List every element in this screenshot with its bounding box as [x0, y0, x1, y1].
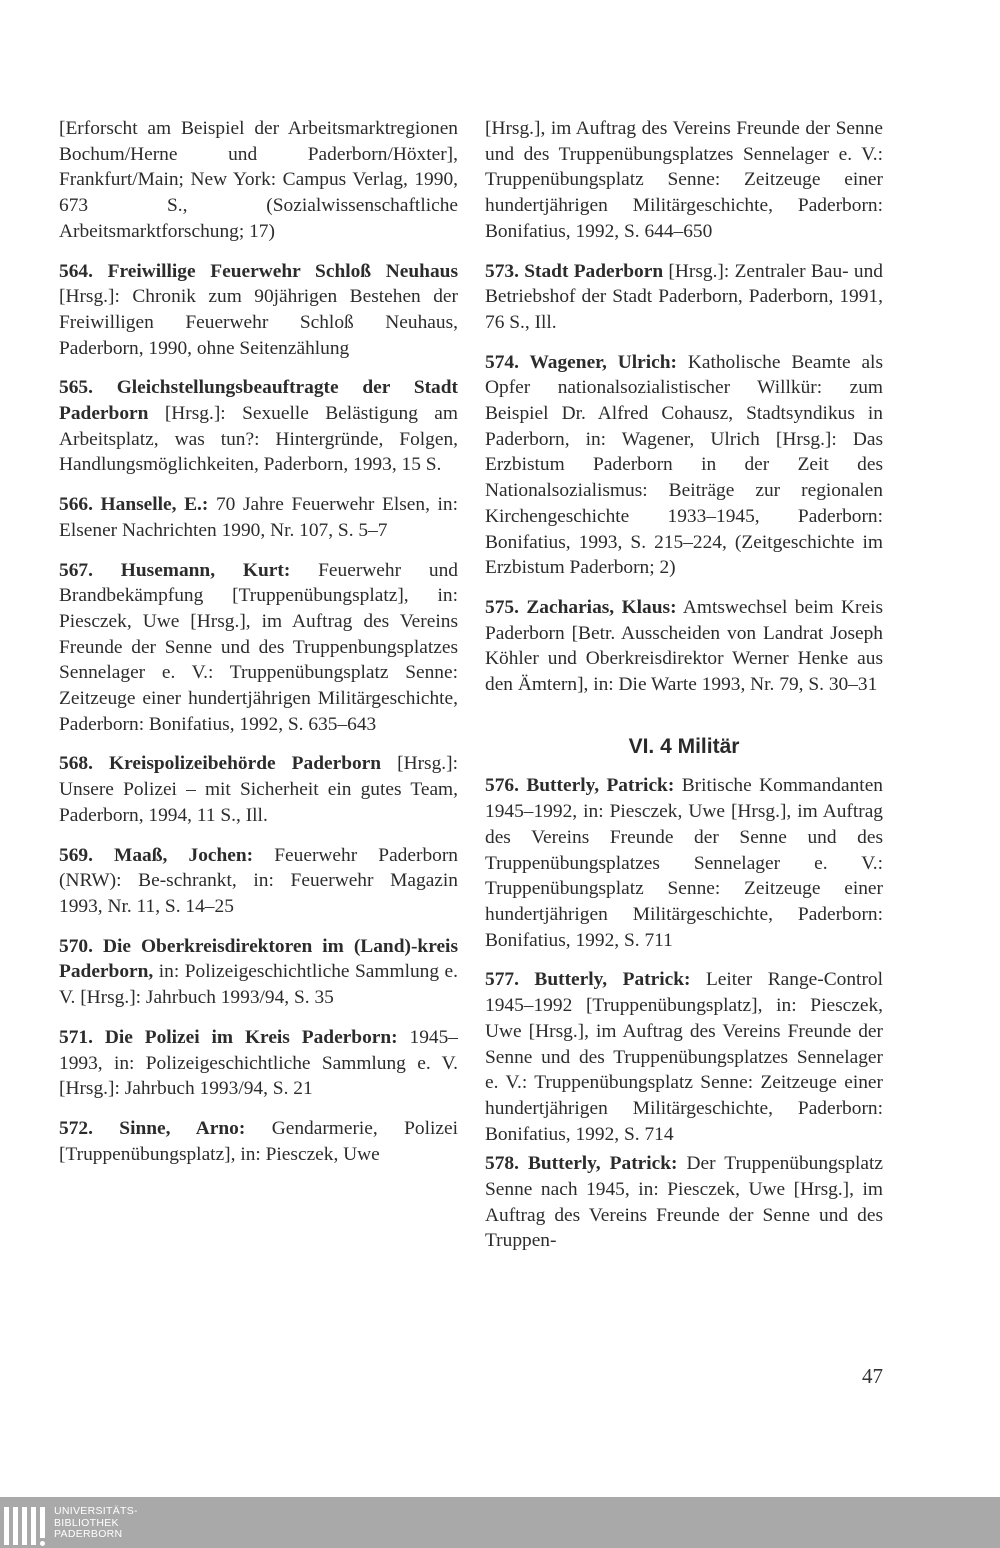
entry-heading: 567. Husemann, Kurt:: [59, 559, 291, 581]
bib-entry-566: [59, 492, 458, 543]
entry-text: [Hrsg.], im Auftrag des Vereins Freunde der Senne und des Truppenübungsplatzes Sennelager e. V.: Truppenübungsplatz Senne: Zeitzeuge einer hundertjährigen Militärgeschichte, Paderborn: Bonifatius, 1992, S. 644–650: [485, 118, 883, 242]
bib-entry-571: [59, 1025, 458, 1102]
bib-entry-continuation: [485, 116, 883, 245]
entry-text: [Hrsg.]: Chronik zum 90jährigen Bestehen der Freiwilligen Feuerwehr Schloß Neuhaus, Paderborn, 1990, ohne Seitenzählung: [59, 286, 458, 359]
bib-entry-567: [59, 558, 458, 738]
bib-entry-575: [485, 595, 883, 698]
library-logo-text: [54, 1506, 138, 1541]
entry-heading: 577. Butterly, Patrick:: [485, 969, 691, 991]
entry-text: in: Polizeigeschichtliche Sammlung e. V. [Hrsg.]: Jahrbuch 1993/94, S. 35: [59, 961, 458, 1009]
library-name-line3: PADERBORN: [54, 1528, 123, 1540]
entry-heading: 571. Die Polizei im Kreis Paderborn:: [59, 1026, 398, 1048]
bib-entry-572: [59, 1116, 458, 1167]
entry-heading: 565. Gleichstellungsbeauftragte der Stadt Paderborn: [59, 377, 458, 425]
entry-text: Gendarmerie, Polizei [Truppenübungsplatz], in: Piesczek, Uwe: [59, 1117, 458, 1165]
entry-heading: 564. Freiwillige Feuerwehr Schloß Neuhaus: [59, 260, 458, 282]
bib-entry-568: [59, 751, 458, 828]
bib-entry-continuation: [59, 116, 458, 245]
entry-heading: 572. Sinne, Arno:: [59, 1117, 246, 1139]
entry-text: [Erforscht am Beispiel der Arbeitsmarktregionen Bochum/Herne und Paderborn/Höxter], Frankfurt/Main; New York: Campus Verlag, 1990, 673 S., (Sozialwissenschaftliche Arbeitsmarktforschung; 17): [59, 118, 458, 242]
entry-heading: 570. Die Oberkreisdirektoren im (Land)-kreis Paderborn,: [59, 935, 458, 983]
entry-text: Katholische Beamte als Opfer nationalsozialistischer Willkür: zum Beispiel Dr. Alfred Cohausz, Stadtsyndikus in Paderborn, in: Wagener, Ulrich [Hrsg.]: Das Erzbistum Paderborn in der Zeit des Nationalsozialismus: Beiträge zur regionalen Kirchengeschichte 1933–1945, Paderborn: Bonifatius, 1993, S. 215–224, (Zeitgeschichte im Erzbistum Paderborn; 2): [485, 351, 883, 579]
entry-text: Der Truppenübungsplatz Senne nach 1945, in: Piesczek, Uwe [Hrsg.], im Auftrag des Vereins Freunde der Senne und des Truppen-: [485, 1153, 883, 1252]
bib-entry-578: [485, 1151, 883, 1254]
entry-text: [Hrsg.]: Zentraler Bau- und Betriebshof der Stadt Paderborn, Paderborn, 1991, 76 S., Ill.: [485, 260, 883, 333]
entry-heading: 578. Butterly, Patrick:: [485, 1153, 678, 1175]
bib-entry-577: [485, 967, 883, 1147]
bib-entry-570: [59, 934, 458, 1011]
entry-text: [Hrsg.]: Sexuelle Belästigung am Arbeitsplatz, was tun?: Hintergründe, Folgen, Handlungsmöglichkeiten, Paderborn, 1993, 15 S.: [59, 403, 458, 476]
library-name-line2: BIBLIOTHEK: [54, 1516, 119, 1529]
entry-text: Leiter Range-Control 1945–1992 [Truppenübungsplatz], in: Piesczek, Uwe [Hrsg.], im Auftrag des Vereins Freunde der Senne und des Truppenübungsplatzes Sennelager e. V.: Truppenübungsplatz Senne: Zeitzeuge einer hundertjährigen Militärgeschichte, Paderborn: Bonifatius, 1992, S. 714: [485, 969, 883, 1145]
entry-heading: 569. Maaß, Jochen:: [59, 844, 254, 866]
bib-entry-576: [485, 773, 883, 953]
entry-heading: 573. Stadt Paderborn: [485, 260, 664, 282]
page-number: 47: [862, 1364, 883, 1388]
bib-entry-574: [485, 350, 883, 581]
bib-entry-569: [59, 843, 458, 920]
entry-text: Amtswechsel beim Kreis Paderborn [Betr. Ausscheiden von Landrat Joseph Köhler und Oberkreisdirektor Werner Henke aus den Ämtern], in: Die Warte 1993, Nr. 79, S. 30–31: [485, 596, 883, 696]
entry-text: 1945–1993, in: Polizeigeschichtliche Sammlung e. V. [Hrsg.]: Jahrbuch 1993/94, S. 21: [59, 1026, 458, 1100]
entry-heading: 566. Hanselle, E.:: [59, 494, 209, 516]
bib-entry-565: [59, 375, 458, 478]
library-name-line1: UNIVERSITÄTS-: [54, 1505, 138, 1517]
library-logo-icon: [4, 1507, 48, 1545]
entry-heading: 575. Zacharias, Klaus:: [485, 596, 677, 618]
entry-heading: 568. Kreispolizeibehörde Paderborn: [59, 753, 382, 775]
entry-text: Feuerwehr und Brandbekämpfung [Truppenübungsplatz], in: Piesczek, Uwe [Hrsg.], im Auftrag des Vereins Freunde der Senne und des Truppenbungsplatzes Sennelager e. V.: Truppenübungsplatz Senne: Zeitzeuge einer hundertjährigen Militärgeschichte, Paderborn: Bonifatius, 1992, S. 635–643: [59, 559, 458, 735]
section-heading: VI. 4 Militär: [628, 734, 740, 758]
bib-entry-564: [59, 259, 458, 362]
entry-text: [Hrsg.]: Unsere Polizei – mit Sicherheit ein gutes Team, Paderborn, 1994, 11 S., Ill.: [59, 753, 458, 826]
entry-text: Feuerwehr Paderborn (NRW): Be-schrankt, in: Feuerwehr Magazin 1993, Nr. 11, S. 14–25: [59, 844, 458, 917]
entry-heading: 574. Wagener, Ulrich:: [485, 351, 677, 373]
library-footer-bar: [0, 1497, 1000, 1548]
entry-heading: 576. Butterly, Patrick:: [485, 775, 675, 797]
left-column: [59, 116, 458, 1181]
entry-text: 70 Jahre Feuerwehr Elsen, in: Elsener Nachrichten 1990, Nr. 107, S. 5–7: [59, 494, 458, 541]
entry-text: Britische Kommandanten 1945–1992, in: Piesczek, Uwe [Hrsg.], im Auftrag des Vereins Freunde der Senne und des Truppenübungsplatzes Sennelager e. V.: Truppenübungsplatz Senne: Zeitzeuge einer hundertjährigen Militärgeschichte, Paderborn: Bonifatius, 1992, S. 711: [485, 775, 883, 951]
bib-entry-573: [485, 259, 883, 336]
right-column: [485, 116, 883, 1268]
